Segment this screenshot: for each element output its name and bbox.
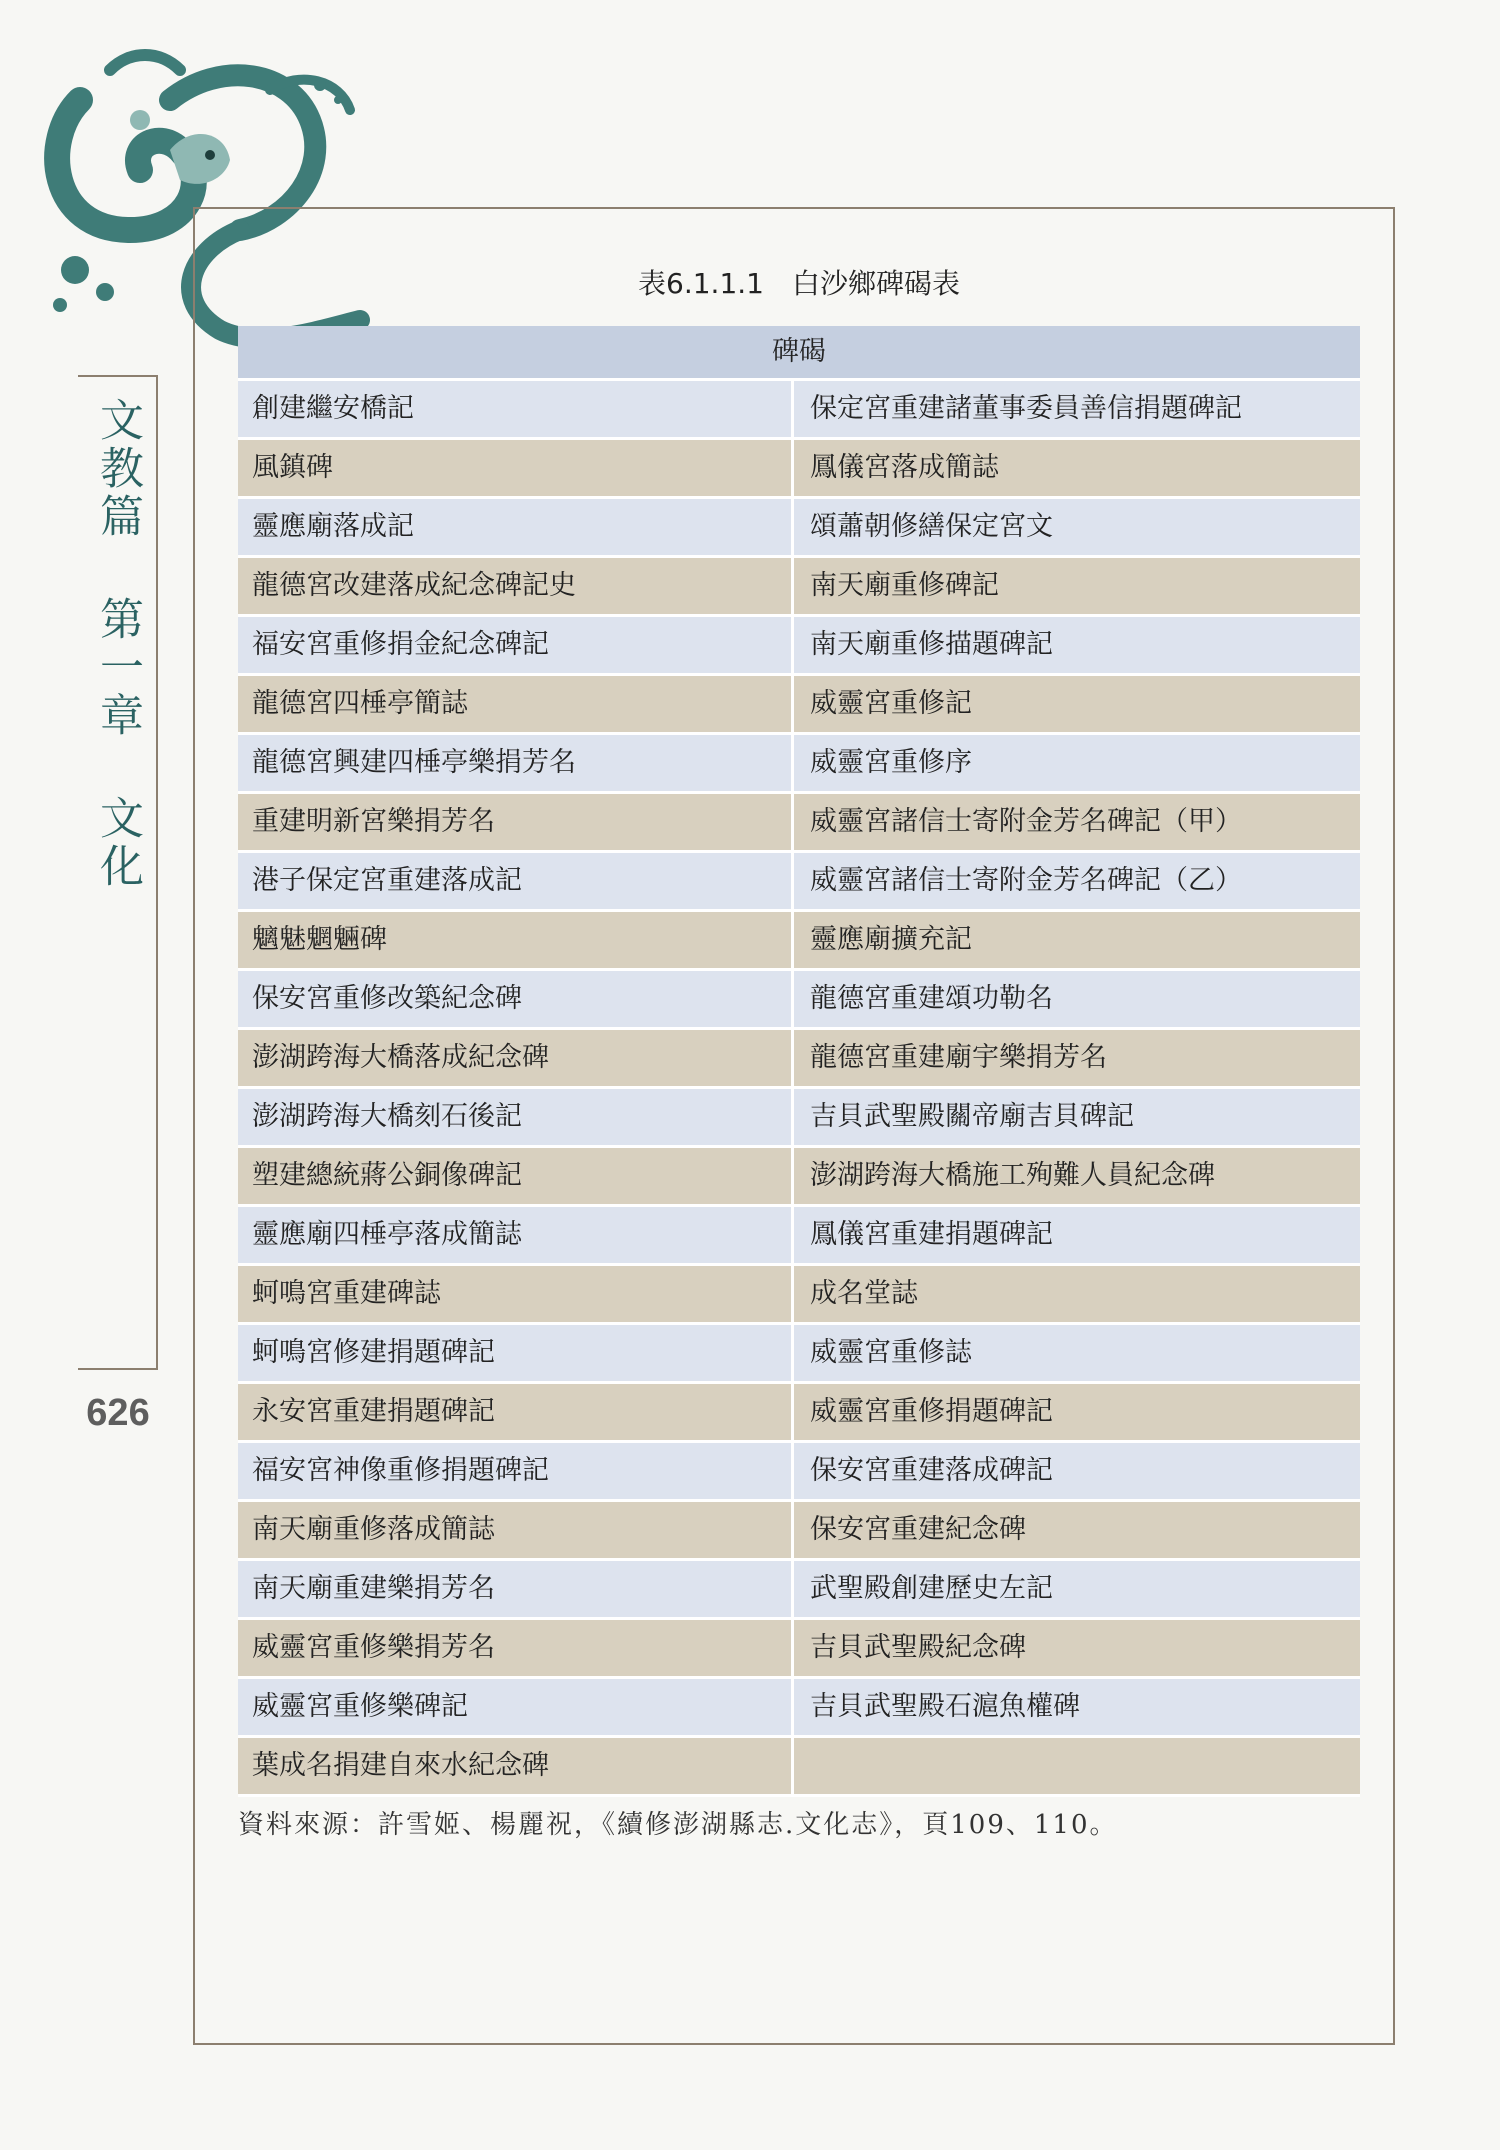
table-cell-left: 龍德宮興建四棰亭樂捐芳名 xyxy=(238,735,794,791)
table-row xyxy=(238,1325,1360,1384)
table-row xyxy=(238,1030,1360,1089)
table-cell-left: 魑魅魍魎碑 xyxy=(238,912,794,968)
table-cell-left: 塑建總統蔣公銅像碑記 xyxy=(238,1148,794,1204)
table-cell-left: 靈應廟落成記 xyxy=(238,499,794,555)
table-cell-right: 鳳儀宮重建捐題碑記 xyxy=(810,1219,1053,1250)
table-cell-right: 吉貝武聖殿石滬魚權碑 xyxy=(810,1691,1080,1722)
table-title: 表6.1.1.1 白沙鄉碑碣表 xyxy=(638,267,960,300)
table-cell-left: 蚵鳴宮修建捐題碑記 xyxy=(238,1325,794,1381)
table-cell-left: 澎湖跨海大橋落成紀念碑 xyxy=(238,1030,794,1086)
table-cell-left: 創建繼安橋記 xyxy=(238,381,794,437)
table-row xyxy=(238,1089,1360,1148)
table-row xyxy=(238,735,1360,794)
table-cell-right: 吉貝武聖殿紀念碑 xyxy=(810,1632,1026,1663)
table-cell-right: 威靈宮重修捐題碑記 xyxy=(810,1396,1053,1427)
table-cell-right: 龍德宮重建頌功勒名 xyxy=(810,983,1053,1014)
table-cell-right: 龍德宮重建廟宇樂捐芳名 xyxy=(810,1042,1107,1073)
table-cell-right: 威靈宮重修誌 xyxy=(810,1337,972,1368)
table-row xyxy=(238,912,1360,971)
table-cell-left: 威靈宮重修樂碑記 xyxy=(238,1679,794,1735)
table-row xyxy=(238,1443,1360,1502)
table-cell-right: 南天廟重修碑記 xyxy=(810,570,999,601)
table-cell-right: 威靈宮諸信士寄附金芳名碑記（乙） xyxy=(810,865,1242,896)
table-cell-left: 南天廟重建樂捐芳名 xyxy=(238,1561,794,1617)
table-cell-right: 靈應廟擴充記 xyxy=(810,924,972,955)
table-cell-left: 南天廟重修落成簡誌 xyxy=(238,1502,794,1558)
table-row xyxy=(238,794,1360,853)
table-cell-left: 龍德宮改建落成紀念碑記史 xyxy=(238,558,794,614)
page-number: 626 xyxy=(86,1392,150,1434)
chapter-label: 文教篇 第一章 文化 xyxy=(92,397,143,891)
table-cell-left: 保安宮重修改築紀念碑 xyxy=(238,971,794,1027)
table-cell-right: 威靈宮重修記 xyxy=(810,688,972,719)
table-row xyxy=(238,499,1360,558)
table-row xyxy=(238,1561,1360,1620)
table-row xyxy=(238,558,1360,617)
table-row xyxy=(238,440,1360,499)
table-row xyxy=(238,617,1360,676)
table-row xyxy=(238,853,1360,912)
table-cell-right: 威靈宮諸信士寄附金芳名碑記（甲） xyxy=(810,806,1242,837)
table-header: 碑碣 xyxy=(238,326,1360,381)
table-row xyxy=(238,1207,1360,1266)
table-cell-right: 保安宮重建落成碑記 xyxy=(810,1455,1053,1486)
stele-table xyxy=(238,326,1360,1797)
table-cell-left: 重建明新宮樂捐芳名 xyxy=(238,794,794,850)
table-cell-right: 澎湖跨海大橋施工殉難人員紀念碑 xyxy=(810,1160,1215,1191)
table-row xyxy=(238,1738,1360,1797)
table-row xyxy=(238,1620,1360,1679)
table-cell-right: 頌蕭朝修繕保定宮文 xyxy=(810,511,1053,542)
table-cell-right: 保安宮重建紀念碑 xyxy=(810,1514,1026,1545)
source-note: 資料來源：許雪姬、楊麗祝，《續修澎湖縣志.文化志》，頁109、110。 xyxy=(238,1810,1118,1840)
table-cell-left: 葉成名捐建自來水紀念碑 xyxy=(238,1738,794,1794)
table-row xyxy=(238,1266,1360,1325)
table-cell-right: 吉貝武聖殿關帝廟吉貝碑記 xyxy=(810,1101,1134,1132)
table-cell-left: 福安宮神像重修捐題碑記 xyxy=(238,1443,794,1499)
chapter-sidebar xyxy=(78,375,158,1370)
table-cell-left: 蚵鳴宮重建碑誌 xyxy=(238,1266,794,1322)
table-body xyxy=(238,381,1360,1797)
table-row xyxy=(238,381,1360,440)
table-row xyxy=(238,1148,1360,1207)
table-cell-right: 保定宮重建諸董事委員善信捐題碑記 xyxy=(810,393,1242,424)
table-row xyxy=(238,1679,1360,1738)
table-cell-left: 風鎮碑 xyxy=(238,440,794,496)
table-row xyxy=(238,676,1360,735)
table-row xyxy=(238,971,1360,1030)
table-row xyxy=(238,1384,1360,1443)
table-cell-right: 威靈宮重修序 xyxy=(810,747,972,778)
table-cell-left: 靈應廟四棰亭落成簡誌 xyxy=(238,1207,794,1263)
table-cell-right: 南天廟重修描題碑記 xyxy=(810,629,1053,660)
table-cell-left: 澎湖跨海大橋刻石後記 xyxy=(238,1089,794,1145)
table-cell-left: 威靈宮重修樂捐芳名 xyxy=(238,1620,794,1676)
table-row xyxy=(238,1502,1360,1561)
table-cell-left: 永安宮重建捐題碑記 xyxy=(238,1384,794,1440)
table-cell-left: 港子保定宮重建落成記 xyxy=(238,853,794,909)
table-cell-right: 武聖殿創建歷史左記 xyxy=(810,1573,1053,1604)
table-cell-left: 龍德宮四棰亭簡誌 xyxy=(238,676,794,732)
table-cell-right: 成名堂誌 xyxy=(810,1278,918,1309)
table-cell-left: 福安宮重修捐金紀念碑記 xyxy=(238,617,794,673)
table-cell-right: 鳳儀宮落成簡誌 xyxy=(810,452,999,483)
table-cell-right xyxy=(794,1738,1360,1794)
